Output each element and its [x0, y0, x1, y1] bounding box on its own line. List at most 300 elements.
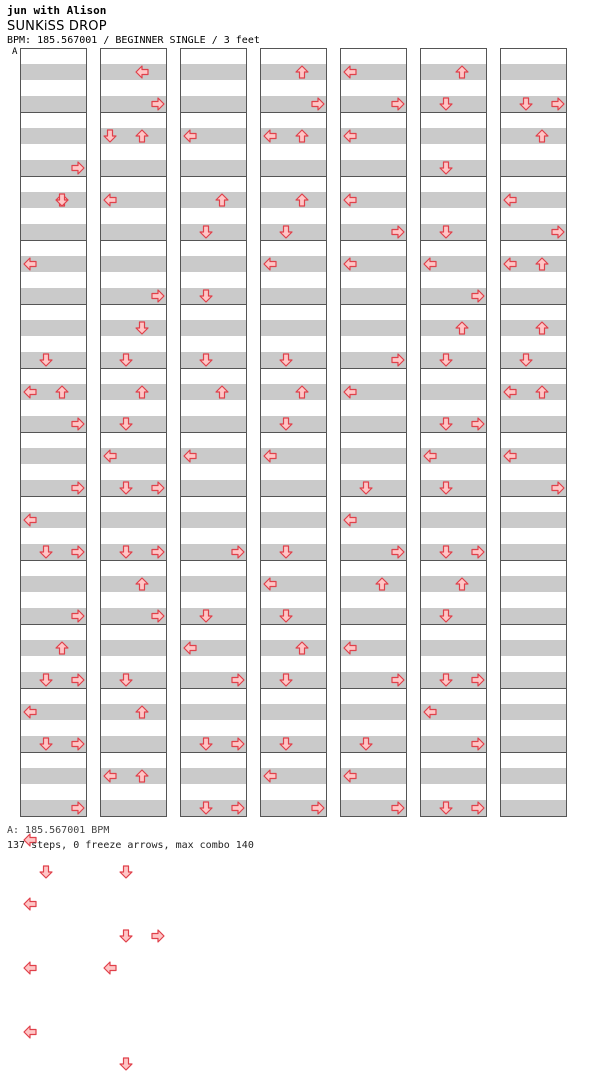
measure-line: [420, 432, 487, 433]
right-arrow-icon: [71, 481, 85, 495]
up-arrow-icon: [455, 65, 469, 79]
measure-line: [420, 240, 487, 241]
down-arrow-icon: [119, 929, 133, 943]
beat-band: [261, 144, 326, 160]
down-arrow-icon: [439, 417, 453, 431]
beat-band: [341, 416, 406, 432]
right-arrow-icon: [391, 225, 405, 239]
down-arrow-icon: [439, 545, 453, 559]
right-arrow-icon: [151, 609, 165, 623]
beat-band: [181, 272, 246, 288]
beat-band: [181, 560, 246, 576]
measure-line: [20, 560, 87, 561]
beat-band: [181, 224, 246, 240]
beat-band: [101, 208, 166, 224]
beat-band: [261, 512, 326, 528]
left-arrow-icon: [23, 385, 37, 399]
measure-line: [100, 752, 167, 753]
right-arrow-icon: [231, 545, 245, 559]
down-arrow-icon: [55, 193, 69, 207]
measure-line: [500, 560, 567, 561]
beat-band: [421, 224, 486, 240]
beat-band: [21, 400, 86, 416]
beat-band: [421, 784, 486, 800]
beat-band: [181, 112, 246, 128]
beat-band: [101, 176, 166, 192]
beat-band: [261, 352, 326, 368]
left-arrow-icon: [343, 641, 357, 655]
left-arrow-icon: [343, 513, 357, 527]
right-arrow-icon: [551, 97, 565, 111]
right-arrow-icon: [391, 801, 405, 815]
up-arrow-icon: [135, 769, 149, 783]
down-arrow-icon: [279, 545, 293, 559]
chart-column: [20, 48, 87, 816]
beat-band: [501, 240, 566, 256]
chart-column: [420, 48, 487, 816]
beat-band: [101, 304, 166, 320]
beat-band: [261, 320, 326, 336]
footer-bpm: A: 185.567001 BPM: [7, 825, 110, 836]
beat-band: [261, 496, 326, 512]
beat-band: [341, 608, 406, 624]
beat-band: [21, 240, 86, 256]
beat-band: [261, 480, 326, 496]
beat-band: [101, 464, 166, 480]
beat-band: [181, 512, 246, 528]
beat-band: [181, 336, 246, 352]
beat-band: [181, 48, 246, 64]
left-arrow-icon: [103, 961, 117, 975]
up-arrow-icon: [455, 577, 469, 591]
beat-band: [101, 144, 166, 160]
beat-band: [261, 432, 326, 448]
measure-line: [260, 48, 327, 49]
beat-band: [501, 272, 566, 288]
beat-band: [501, 176, 566, 192]
down-arrow-icon: [279, 417, 293, 431]
beat-band: [341, 272, 406, 288]
measure-line: [420, 176, 487, 177]
left-arrow-icon: [23, 897, 37, 911]
beat-band: [421, 128, 486, 144]
beat-band: [21, 624, 86, 640]
beat-band: [101, 560, 166, 576]
right-arrow-icon: [71, 545, 85, 559]
beat-band: [421, 176, 486, 192]
beat-band: [261, 640, 326, 656]
measure-line: [500, 240, 567, 241]
left-arrow-icon: [263, 769, 277, 783]
beat-band: [421, 576, 486, 592]
right-arrow-icon: [151, 481, 165, 495]
measure-line: [260, 816, 327, 817]
right-arrow-icon: [471, 545, 485, 559]
beat-band: [341, 80, 406, 96]
beat-band: [421, 480, 486, 496]
down-arrow-icon: [39, 865, 53, 879]
down-arrow-icon: [279, 737, 293, 751]
left-arrow-icon: [503, 193, 517, 207]
beat-band: [261, 784, 326, 800]
measure-line: [20, 432, 87, 433]
measure-line: [500, 368, 567, 369]
down-arrow-icon: [439, 673, 453, 687]
beat-band: [181, 368, 246, 384]
measure-line: [20, 48, 87, 49]
beat-band: [421, 272, 486, 288]
measure-line: [340, 112, 407, 113]
beat-band: [181, 96, 246, 112]
beat-band: [501, 752, 566, 768]
right-arrow-icon: [151, 289, 165, 303]
down-arrow-icon: [135, 321, 149, 335]
left-arrow-icon: [423, 449, 437, 463]
left-arrow-icon: [503, 257, 517, 271]
beat-band: [21, 528, 86, 544]
beat-band: [421, 336, 486, 352]
beat-band: [21, 720, 86, 736]
beat-band: [421, 368, 486, 384]
measure-line: [420, 304, 487, 305]
beat-band: [421, 208, 486, 224]
beat-band: [261, 64, 326, 80]
beat-band: [181, 160, 246, 176]
artist-name: jun with Alison: [7, 4, 107, 17]
beat-band: [421, 528, 486, 544]
beat-band: [181, 80, 246, 96]
measure-line: [100, 176, 167, 177]
up-arrow-icon: [135, 577, 149, 591]
beat-band: [341, 720, 406, 736]
measure-line: [100, 816, 167, 817]
measure-line: [500, 496, 567, 497]
measure-line: [260, 368, 327, 369]
beat-band: [501, 704, 566, 720]
left-arrow-icon: [343, 65, 357, 79]
beat-band: [181, 704, 246, 720]
beat-band: [101, 352, 166, 368]
right-arrow-icon: [551, 225, 565, 239]
beat-band: [101, 64, 166, 80]
right-arrow-icon: [311, 801, 325, 815]
beat-band: [21, 272, 86, 288]
beat-band: [261, 384, 326, 400]
beat-band: [421, 240, 486, 256]
measure-line: [180, 368, 247, 369]
up-arrow-icon: [295, 65, 309, 79]
measure-line: [420, 368, 487, 369]
measure-line: [100, 304, 167, 305]
beat-band: [261, 80, 326, 96]
right-arrow-icon: [71, 673, 85, 687]
up-arrow-icon: [135, 705, 149, 719]
beat-band: [101, 496, 166, 512]
beat-band: [501, 688, 566, 704]
measure-line: [340, 368, 407, 369]
chart-meta: BPM: 185.567001 / BEGINNER SINGLE / 3 feet: [7, 35, 260, 46]
beat-band: [21, 576, 86, 592]
down-arrow-icon: [119, 545, 133, 559]
up-arrow-icon: [295, 641, 309, 655]
beat-band: [101, 640, 166, 656]
beat-band: [101, 704, 166, 720]
beat-band: [501, 432, 566, 448]
down-arrow-icon: [39, 353, 53, 367]
beat-band: [421, 80, 486, 96]
measure-line: [260, 560, 327, 561]
beat-band: [21, 96, 86, 112]
beat-band: [261, 224, 326, 240]
up-arrow-icon: [135, 129, 149, 143]
beat-band: [181, 256, 246, 272]
beat-band: [21, 640, 86, 656]
beat-band: [341, 528, 406, 544]
beat-band: [261, 656, 326, 672]
measure-line: [340, 240, 407, 241]
beat-band: [181, 688, 246, 704]
chart-column: [100, 48, 167, 816]
beat-band: [21, 656, 86, 672]
beat-band: [501, 64, 566, 80]
beat-band: [261, 624, 326, 640]
beat-band: [181, 208, 246, 224]
measure-line: [180, 176, 247, 177]
beat-band: [501, 208, 566, 224]
beat-band: [21, 496, 86, 512]
beat-band: [421, 640, 486, 656]
measure-line: [180, 752, 247, 753]
measure-line: [20, 816, 87, 817]
beat-band: [21, 112, 86, 128]
beat-band: [181, 768, 246, 784]
measure-line: [420, 112, 487, 113]
measure-line: [420, 688, 487, 689]
beat-band: [421, 608, 486, 624]
beat-band: [421, 496, 486, 512]
beat-band: [181, 464, 246, 480]
up-arrow-icon: [55, 641, 69, 655]
measure-line: [500, 816, 567, 817]
beat-band: [261, 272, 326, 288]
down-arrow-icon: [439, 481, 453, 495]
beat-band: [261, 192, 326, 208]
beat-band: [21, 208, 86, 224]
measure-line: [500, 176, 567, 177]
beat-band: [101, 224, 166, 240]
right-arrow-icon: [151, 97, 165, 111]
beat-band: [341, 464, 406, 480]
beat-band: [181, 576, 246, 592]
measure-line: [20, 304, 87, 305]
beat-band: [421, 112, 486, 128]
beat-band: [421, 592, 486, 608]
beat-band: [181, 288, 246, 304]
beat-band: [181, 432, 246, 448]
beat-band: [501, 528, 566, 544]
beat-band: [501, 592, 566, 608]
beat-band: [341, 368, 406, 384]
measure-line: [420, 496, 487, 497]
measure-line: [340, 432, 407, 433]
beat-band: [101, 720, 166, 736]
down-arrow-icon: [199, 609, 213, 623]
down-arrow-icon: [279, 225, 293, 239]
beat-band: [101, 384, 166, 400]
beat-band: [21, 304, 86, 320]
up-arrow-icon: [535, 129, 549, 143]
measure-line: [340, 496, 407, 497]
left-arrow-icon: [423, 705, 437, 719]
measure-line: [100, 432, 167, 433]
down-arrow-icon: [519, 97, 533, 111]
measure-line: [20, 176, 87, 177]
beat-band: [181, 624, 246, 640]
beat-band: [341, 400, 406, 416]
measure-line: [500, 432, 567, 433]
beat-band: [421, 192, 486, 208]
measure-line: [340, 816, 407, 817]
beat-band: [181, 352, 246, 368]
beat-band: [501, 352, 566, 368]
beat-band: [421, 720, 486, 736]
beat-band: [21, 144, 86, 160]
beat-band: [181, 496, 246, 512]
right-arrow-icon: [311, 97, 325, 111]
left-arrow-icon: [183, 449, 197, 463]
beat-band: [341, 144, 406, 160]
beat-band: [21, 592, 86, 608]
measure-line: [260, 112, 327, 113]
beat-band: [261, 688, 326, 704]
measure-line: [100, 624, 167, 625]
beat-band: [421, 64, 486, 80]
up-arrow-icon: [535, 385, 549, 399]
beat-band: [261, 528, 326, 544]
beat-band: [21, 192, 86, 208]
beat-band: [501, 304, 566, 320]
down-arrow-icon: [439, 97, 453, 111]
measure-line: [20, 688, 87, 689]
beat-band: [501, 144, 566, 160]
beat-band: [261, 608, 326, 624]
beat-band: [501, 672, 566, 688]
left-arrow-icon: [343, 385, 357, 399]
beat-band: [21, 368, 86, 384]
beat-band: [21, 336, 86, 352]
measure-line: [100, 368, 167, 369]
down-arrow-icon: [439, 353, 453, 367]
song-title: SUNKiSS DROP: [7, 19, 107, 34]
measure-line: [100, 560, 167, 561]
beat-band: [101, 416, 166, 432]
beat-band: [181, 400, 246, 416]
beat-band: [101, 256, 166, 272]
beat-band: [501, 640, 566, 656]
measure-line: [500, 48, 567, 49]
beat-band: [261, 400, 326, 416]
beat-band: [101, 512, 166, 528]
beat-band: [421, 384, 486, 400]
beat-band: [261, 208, 326, 224]
left-arrow-icon: [103, 193, 117, 207]
beat-band: [21, 768, 86, 784]
chart-column: [500, 48, 567, 816]
right-arrow-icon: [551, 481, 565, 495]
beat-band: [21, 320, 86, 336]
beat-band: [181, 240, 246, 256]
beat-band: [341, 576, 406, 592]
up-arrow-icon: [535, 321, 549, 335]
beat-band: [21, 128, 86, 144]
measure-line: [260, 176, 327, 177]
measure-line: [180, 816, 247, 817]
beat-band: [261, 592, 326, 608]
beat-band: [341, 112, 406, 128]
beat-band: [501, 496, 566, 512]
up-arrow-icon: [295, 193, 309, 207]
beat-band: [341, 288, 406, 304]
measure-line: [340, 624, 407, 625]
beat-band: [101, 672, 166, 688]
beat-band: [181, 384, 246, 400]
left-arrow-icon: [135, 65, 149, 79]
beat-band: [501, 160, 566, 176]
beat-band: [101, 48, 166, 64]
measure-line: [260, 304, 327, 305]
beat-band: [261, 288, 326, 304]
beat-band: [181, 608, 246, 624]
left-arrow-icon: [263, 577, 277, 591]
beat-band: [341, 480, 406, 496]
beat-band: [341, 160, 406, 176]
beat-band: [341, 176, 406, 192]
down-arrow-icon: [39, 545, 53, 559]
up-arrow-icon: [455, 321, 469, 335]
down-arrow-icon: [199, 225, 213, 239]
beat-band: [101, 624, 166, 640]
beat-band: [101, 528, 166, 544]
beat-band: [501, 80, 566, 96]
beat-band: [261, 112, 326, 128]
beat-band: [501, 720, 566, 736]
beat-band: [101, 320, 166, 336]
measure-line: [180, 496, 247, 497]
down-arrow-icon: [119, 865, 133, 879]
measure-line: [340, 688, 407, 689]
beat-band: [421, 304, 486, 320]
up-arrow-icon: [295, 385, 309, 399]
measure-line: [100, 240, 167, 241]
beat-band: [501, 784, 566, 800]
beat-band: [501, 800, 566, 816]
beat-band: [181, 416, 246, 432]
measure-line: [100, 688, 167, 689]
beat-band: [261, 416, 326, 432]
down-arrow-icon: [39, 673, 53, 687]
beat-band: [501, 400, 566, 416]
beat-band: [421, 160, 486, 176]
beat-band: [21, 176, 86, 192]
beat-band: [21, 80, 86, 96]
left-arrow-icon: [423, 257, 437, 271]
beat-band: [101, 336, 166, 352]
beat-band: [501, 288, 566, 304]
beat-band: [421, 432, 486, 448]
beat-band: [501, 608, 566, 624]
beat-band: [21, 688, 86, 704]
measure-line: [260, 752, 327, 753]
